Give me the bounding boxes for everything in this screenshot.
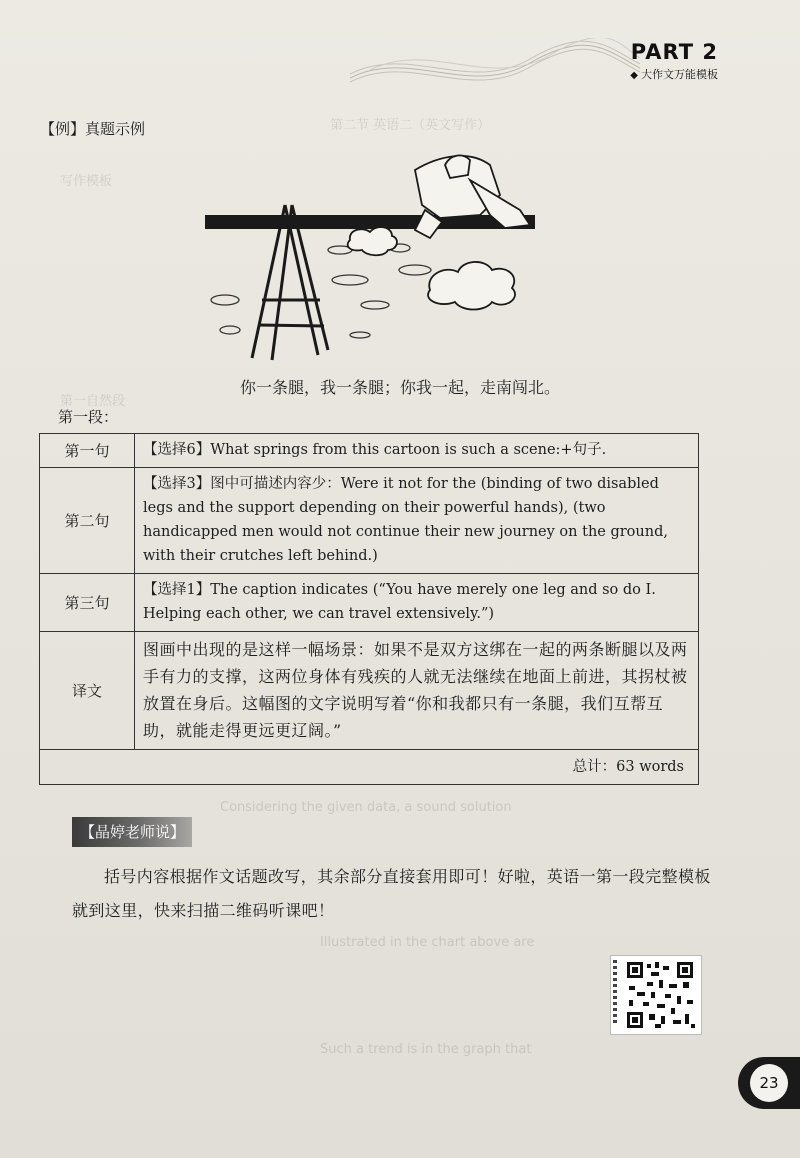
row-content: 【选择3】图中可描述内容少：Were it not for the (binding of two disabled legs and the support depending on their powerful hands), (two handicapped men would not continue their new journey on the ground, with their crutches left behind.)	[135, 468, 699, 574]
section-label: 第一段：	[58, 408, 119, 426]
show-through-text: Considering the given data, a sound solution	[220, 800, 512, 815]
row-label: 第三句	[40, 574, 135, 632]
table-row	[40, 468, 699, 574]
show-through-text: 写作模板	[60, 174, 113, 189]
part-subtitle	[630, 66, 718, 82]
show-through-text: Such a trend is in the graph that	[320, 1042, 532, 1057]
cartoon-caption: 你一条腿，我一条腿；你我一起，走南闯北。	[239, 378, 560, 397]
template-table	[39, 433, 699, 785]
row-content: 图画中出现的是这样一幅场景：如果不是双方这绑在一起的两条断腿以及两手有力的支撑，这两位身体有残疾的人就无法继续在地面上前进，其拐杖被放置在身后。这幅图的文字说明写着“你和我都只有一条腿，我们互帮互助，就能走得更远更辽阔。”	[135, 632, 699, 750]
part-subtitle-text: 大作文万能模板	[641, 68, 718, 81]
show-through-text: 第二节 英语二（英文写作）	[330, 118, 491, 133]
qr-code[interactable]	[610, 955, 702, 1035]
header-wave-decoration	[350, 38, 640, 88]
row-content: 【选择6】What springs from this cartoon is such a scene:+句子.	[135, 434, 699, 468]
row-label: 第二句	[40, 468, 135, 574]
table-total-row	[40, 750, 699, 785]
show-through-text: 第一自然段	[60, 394, 126, 409]
show-through-text: Illustrated in the chart above are	[320, 935, 535, 950]
page-number: 23	[750, 1064, 788, 1102]
table-row	[40, 574, 699, 632]
part-label: PART 2	[630, 40, 718, 64]
cartoon-illustration	[200, 150, 550, 370]
row-label: 译文	[40, 632, 135, 750]
tip-header: 【晶婷老师说】	[72, 817, 192, 847]
example-title: 【例】真题示例	[40, 120, 146, 138]
table-row	[40, 632, 699, 750]
diamond-icon: ◆	[630, 70, 638, 81]
tip-text: 括号内容根据作文话题改写，其余部分直接套用即可！好啦，英语一第一段完整模板就到这里，快来扫描二维码听课吧！	[72, 867, 711, 920]
qr-side-text	[612, 958, 618, 1028]
row-content: 【选择1】The caption indicates (“You have merely one leg and so do I. Helping each other, we can travel extensively.”)	[135, 574, 699, 632]
row-label: 第一句	[40, 434, 135, 468]
table-row	[40, 434, 699, 468]
word-total: 总计：63 words	[40, 750, 699, 785]
